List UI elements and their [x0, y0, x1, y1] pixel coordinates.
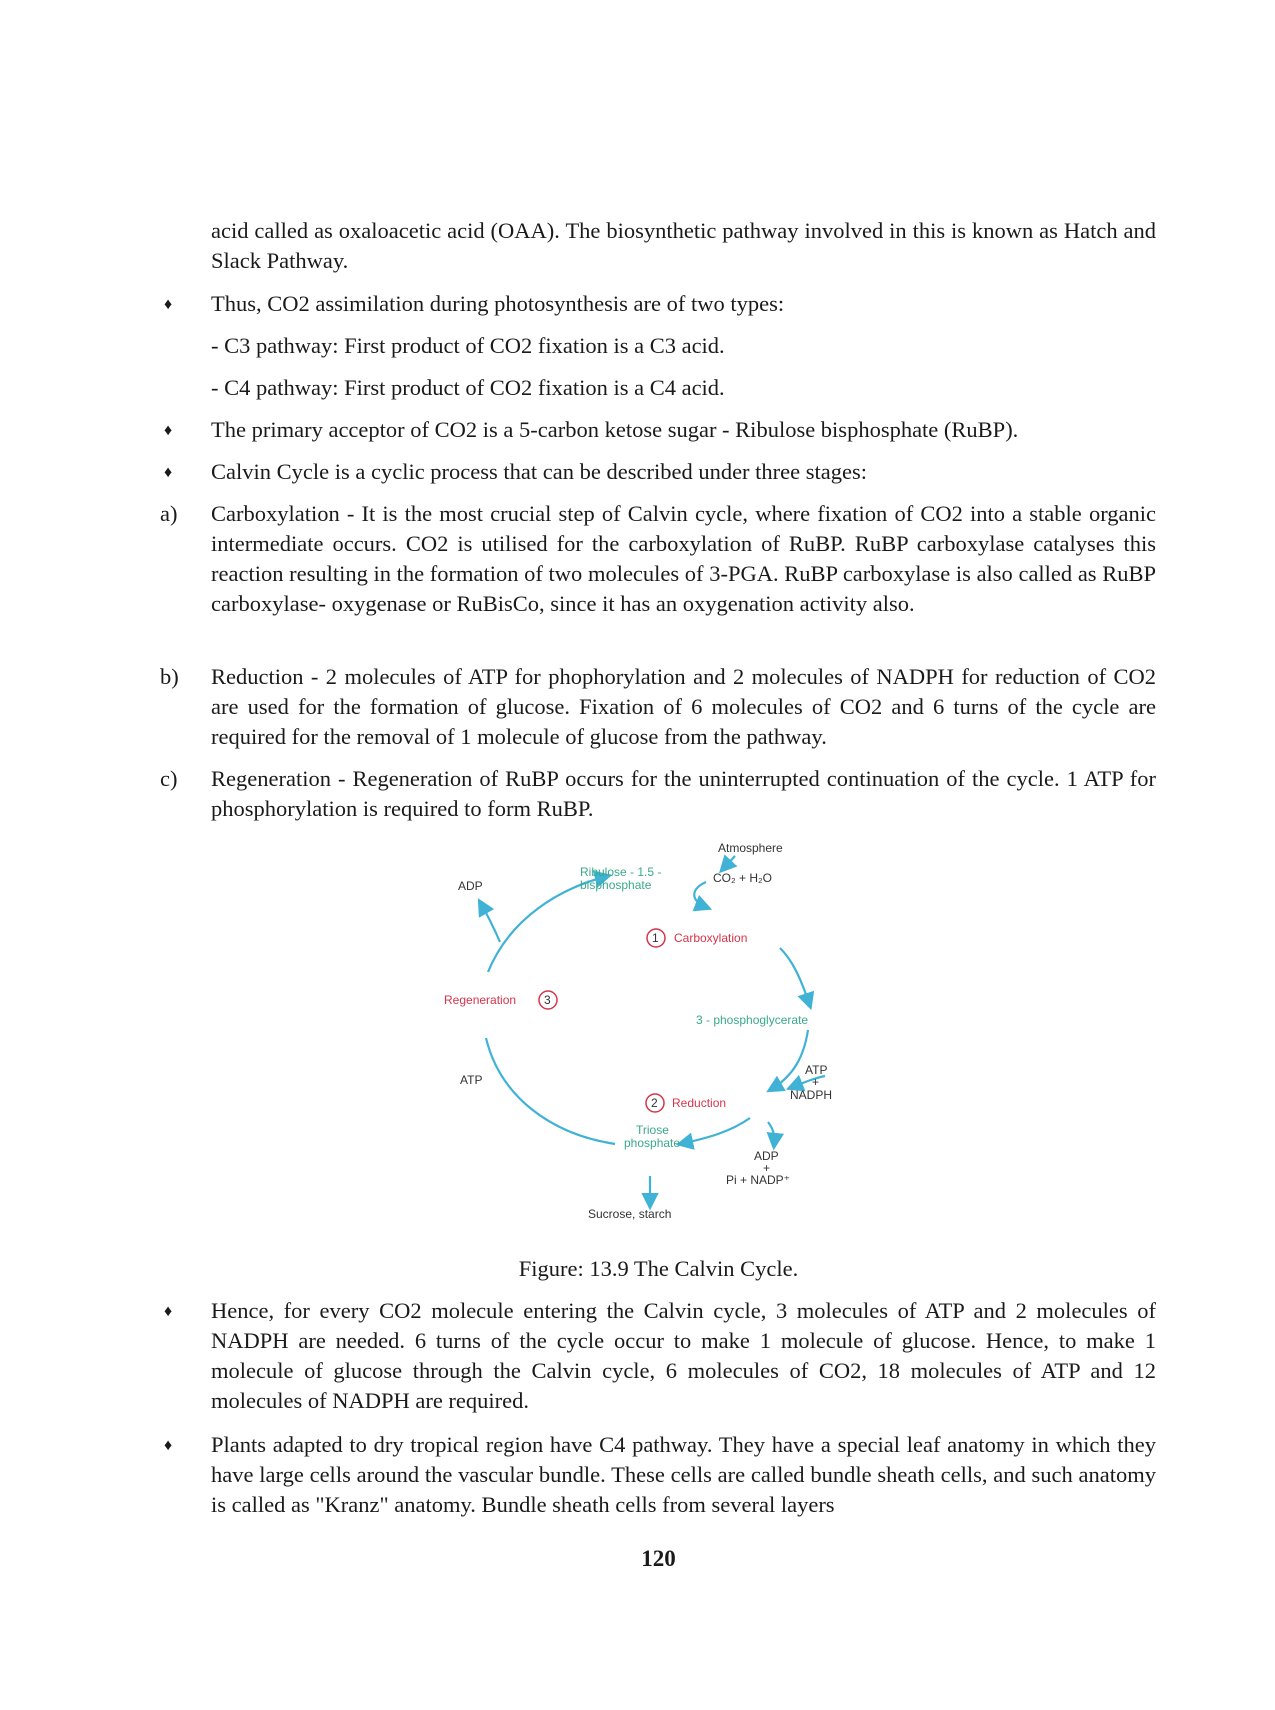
paragraph-atp-nadph-requirement: Hence, for every CO2 molecule entering the Calvin cycle, 3 molecules of ATP and 2 molecules of NADPH are needed. 6 turns of the cycle occur to make 1 molecule of glucose. Hence, to make 1 molecule of glucose through the Calvin cycle, 6 molecules of CO2, 18 molecules of ATP and 12 molecules of NADPH are required.: [211, 1298, 1156, 1413]
arrow-pga-to-reduction: [770, 1030, 808, 1090]
label-adp-left: ADP: [458, 879, 483, 893]
bullet-diamond: ♦: [164, 1303, 173, 1320]
label-reduction: Reduction: [672, 1096, 727, 1110]
bullet-diamond: ♦: [164, 464, 173, 481]
paragraph-reduction: Reduction - 2 molecules of ATP for phophorylation and 2 molecules of NADPH for reduction of CO2 are used for the formation of glucose. Fixation of 6 molecules of CO2 and 6 turns of the cycle are required for the removal of 1 molecule of glucose from the pathway.: [211, 664, 1156, 749]
paragraph-primary-acceptor: The primary acceptor of CO2 is a 5-carbon ketose sugar - Ribulose bisphosphate (RuBP).: [211, 417, 1019, 442]
arrow-carboxylation-to-pga: [780, 948, 810, 1006]
calvin-cycle-diagram: [430, 838, 890, 1238]
label-sucrose-starch: Sucrose, starch: [588, 1207, 672, 1221]
label-triose: Triose: [636, 1123, 669, 1137]
arrow-reduction-to-triose: [680, 1118, 750, 1144]
paragraph-co2-types: Thus, CO2 assimilation during photosynthesis are of two types:: [211, 291, 785, 316]
label-pi-nadp: Pi + NADP⁺: [726, 1173, 791, 1187]
arrow-atmosphere-to-co2: [722, 856, 735, 870]
bullet-diamond: ♦: [164, 1437, 173, 1454]
label-co2-h2o: CO₂ + H₂O: [713, 871, 772, 885]
arrow-reduction-to-adp: [768, 1122, 774, 1146]
label-nadph-in: NADPH: [790, 1088, 833, 1102]
label-atp-left: ATP: [460, 1073, 483, 1087]
label-phosphate: phosphate: [624, 1136, 681, 1150]
arrow-triose-to-regeneration: [486, 1038, 615, 1144]
label-3-phosphoglycerate: 3 - phosphoglycerate: [696, 1013, 809, 1027]
label-atp-in: ATP: [805, 1063, 828, 1077]
label-bisphosphate: bisphosphate: [580, 878, 652, 892]
label-ribulose: Ribulose - 1.5 -: [580, 865, 662, 879]
bullet-diamond: ♦: [164, 296, 173, 313]
paragraph-oaa: acid called as oxaloacetic acid (OAA). The biosynthetic pathway involved in this is known as Hatch and Slack Pathway.: [211, 218, 1156, 273]
paragraph-kranz-anatomy: Plants adapted to dry tropical region have C4 pathway. They have a special leaf anatomy in which they have large cells around the vascular bundle. These cells are called bundle sheath cells, and such anatomy is called as "Kranz" anatomy. Bundle sheath cells from several layers: [211, 1432, 1156, 1517]
label-adp-out: ADP: [754, 1149, 779, 1163]
label-plus-out: +: [763, 1161, 771, 1175]
label-atmosphere: Atmosphere: [718, 841, 783, 855]
paragraph-calvin-stages: Calvin Cycle is a cyclic process that can be described under three stages:: [211, 459, 868, 484]
figure-caption: Figure: 13.9 The Calvin Cycle.: [518, 1256, 799, 1281]
step-1-number: 1: [652, 931, 659, 945]
page-number: 120: [641, 1546, 676, 1571]
paragraph-carboxylation: Carboxylation - It is the most crucial step of Calvin cycle, where fixation of CO2 into a stable organic intermediate occurs. CO2 is utilised for the carboxylation of RuBP. RuBP carboxylase catalyses this reaction resulting in the formation of two molecules of 3-PGA. RuBP carboxylase is also called as RuBP carboxylase- oxygenase or RuBisCo, since it has an oxygenation activity also.: [211, 501, 1156, 616]
paragraph-c4-pathway: - C4 pathway: First product of CO2 fixation is a C4 acid.: [211, 375, 725, 400]
list-marker-b: b): [160, 664, 179, 689]
arrow-co2-to-carboxylation: [694, 882, 708, 908]
step-2-number: 2: [651, 1096, 658, 1110]
step-3-number: 3: [544, 993, 551, 1007]
label-carboxylation: Carboxylation: [674, 931, 748, 945]
list-marker-c: c): [160, 766, 178, 791]
bullet-diamond: ♦: [164, 422, 173, 439]
label-plus-in: +: [812, 1075, 820, 1089]
label-regeneration: Regeneration: [444, 993, 517, 1007]
arrow-regeneration-to-adp: [480, 902, 500, 942]
list-marker-a: a): [160, 501, 178, 526]
paragraph-regeneration: Regeneration - Regeneration of RuBP occurs for the uninterrupted continuation of the cycle. 1 ATP for phosphorylation is required to form RuBP.: [211, 766, 1156, 821]
paragraph-c3-pathway: - C3 pathway: First product of CO2 fixation is a C3 acid.: [211, 333, 725, 358]
arrow-atp-nadph-in: [790, 1076, 825, 1088]
